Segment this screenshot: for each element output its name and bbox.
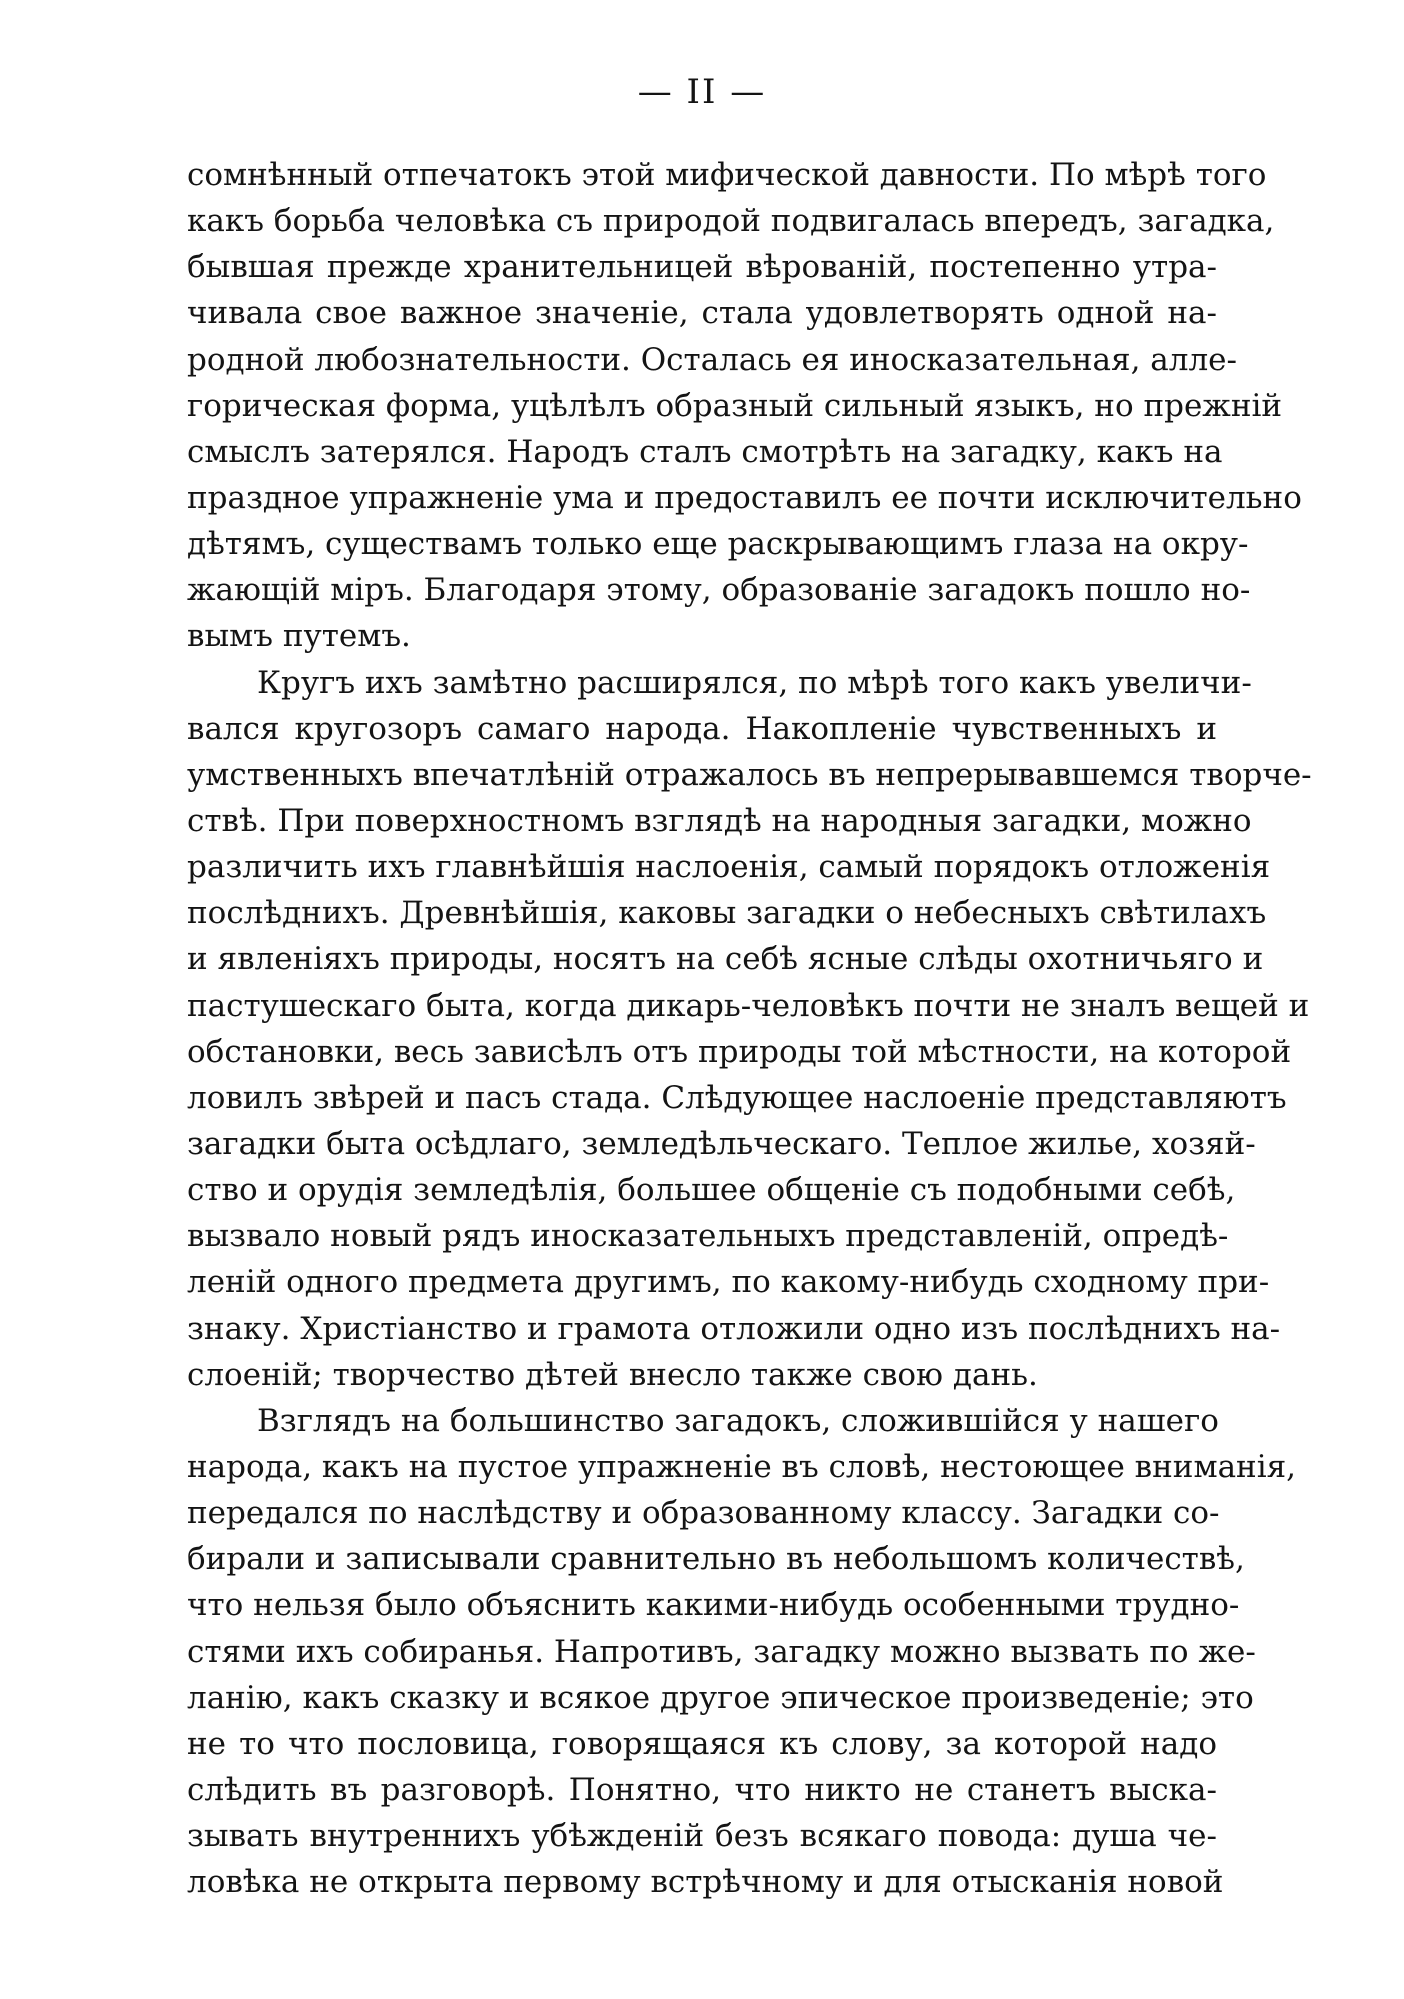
text-line: какъ борьба человѣка съ природой подвигалась впередъ, загадка, bbox=[187, 203, 1275, 240]
text-line: обстановки, весь зависѣлъ отъ природы той мѣстности, на которой bbox=[187, 1033, 1292, 1070]
text-line: праздное упражненіе ума и предоставилъ ее почти исключительно bbox=[187, 479, 1302, 516]
text-line: и явленіяхъ природы, носятъ на себѣ ясные слѣды охотничьяго и bbox=[187, 941, 1264, 978]
text-line: народа, какъ на пустое упражненіе въ словѣ, нестоющее вниманія, bbox=[187, 1448, 1297, 1485]
text-line: чивала свое важное значеніе, стала удовлетворять одной на- bbox=[187, 295, 1217, 332]
page-number: — II — bbox=[637, 72, 767, 112]
text-line: умственныхъ впечатлѣній отражалось въ непрерывавшемся творче- bbox=[187, 756, 1312, 793]
text-line: ланію, какъ сказку и всякое другое эпическое произведеніе; это bbox=[187, 1679, 1254, 1716]
text-line: слѣдить въ разговорѣ. Понятно, что никто не станетъ выска- bbox=[187, 1771, 1217, 1808]
text-line: смыслъ затерялся. Народъ сталъ смотрѣть на загадку, какъ на bbox=[187, 433, 1223, 470]
text-line: вызвало новый рядъ иносказательныхъ представленій, опредѣ- bbox=[187, 1218, 1229, 1255]
text-line: что нельзя было объяснить какими-нибудь особенными трудно- bbox=[187, 1587, 1240, 1624]
text-body bbox=[187, 152, 1312, 1905]
text-line: передался по наслѣдству и образованному классу. Загадки со- bbox=[187, 1495, 1220, 1532]
text-line: вымъ путемъ. bbox=[187, 618, 411, 655]
text-line: послѣднихъ. Древнѣйшія, каковы загадки о небесныхъ свѣтилахъ bbox=[187, 895, 1267, 932]
text-line: горическая форма, уцѣлѣлъ образный сильный языкъ, но прежній bbox=[187, 387, 1283, 424]
paragraph-start-line: Взглядъ на большинство загадокъ, сложившійся у нашего bbox=[257, 1402, 1219, 1439]
text-line: ловѣка не открыта первому встрѣчному и для отысканія новой bbox=[187, 1864, 1224, 1901]
text-line: бирали и записывали сравнительно въ небольшомъ количествѣ, bbox=[187, 1541, 1245, 1578]
text-line: леній одного предмета другимъ, по какому-нибудь сходному при- bbox=[187, 1264, 1270, 1301]
text-line: бывшая прежде хранительницей вѣрованій, постепенно утра- bbox=[187, 249, 1217, 286]
text-line: родной любознательности. Осталась ея иносказательная, алле- bbox=[187, 341, 1237, 378]
text-line: жающій міръ. Благодаря этому, образованіе загадокъ пошло но- bbox=[187, 572, 1251, 609]
text-line: зывать внутреннихъ убѣжденій безъ всякаго повода: душа че- bbox=[187, 1818, 1217, 1855]
text-line: дѣтямъ, существамъ только еще раскрывающимъ глаза на окру- bbox=[187, 526, 1249, 563]
text-line: ство и орудія земледѣлія, большее общеніе съ подобными себѣ, bbox=[187, 1172, 1236, 1209]
text-line: сомнѣнный отпечатокъ этой мифической давности. По мѣрѣ того bbox=[187, 157, 1267, 193]
text-line: стями ихъ собиранья. Напротивъ, загадку можно вызвать по же- bbox=[187, 1633, 1256, 1670]
text-line: пастушескаго быта, когда дикарь-человѣкъ почти не зналъ вещей и bbox=[187, 987, 1310, 1024]
paragraph-start-line: Кругъ ихъ замѣтно расширялся, по мѣрѣ того какъ увеличи- bbox=[257, 664, 1252, 701]
text-line: не то что пословица, говорящаяся къ слову, за которой надо bbox=[187, 1725, 1217, 1762]
text-line: слоеній; творчество дѣтей внесло также свою дань. bbox=[187, 1356, 1038, 1393]
text-line: ловилъ звѣрей и пасъ стада. Слѣдующее наслоеніе представляютъ bbox=[187, 1079, 1287, 1116]
text-line: ствѣ. При поверхностномъ взглядѣ на народныя загадки, можно bbox=[187, 802, 1252, 839]
text-line: знаку. Христіанство и грамота отложили одно изъ послѣднихъ на- bbox=[187, 1310, 1281, 1347]
text-line: загадки быта осѣдлаго, земледѣльческаго. Теплое жилье, хозяй- bbox=[187, 1125, 1256, 1162]
text-line: различить ихъ главнѣйшія наслоенія, самый порядокъ отложенія bbox=[187, 849, 1271, 886]
text-line: вался кругозоръ самаго народа. Накопленіе чувственныхъ и bbox=[187, 710, 1217, 747]
